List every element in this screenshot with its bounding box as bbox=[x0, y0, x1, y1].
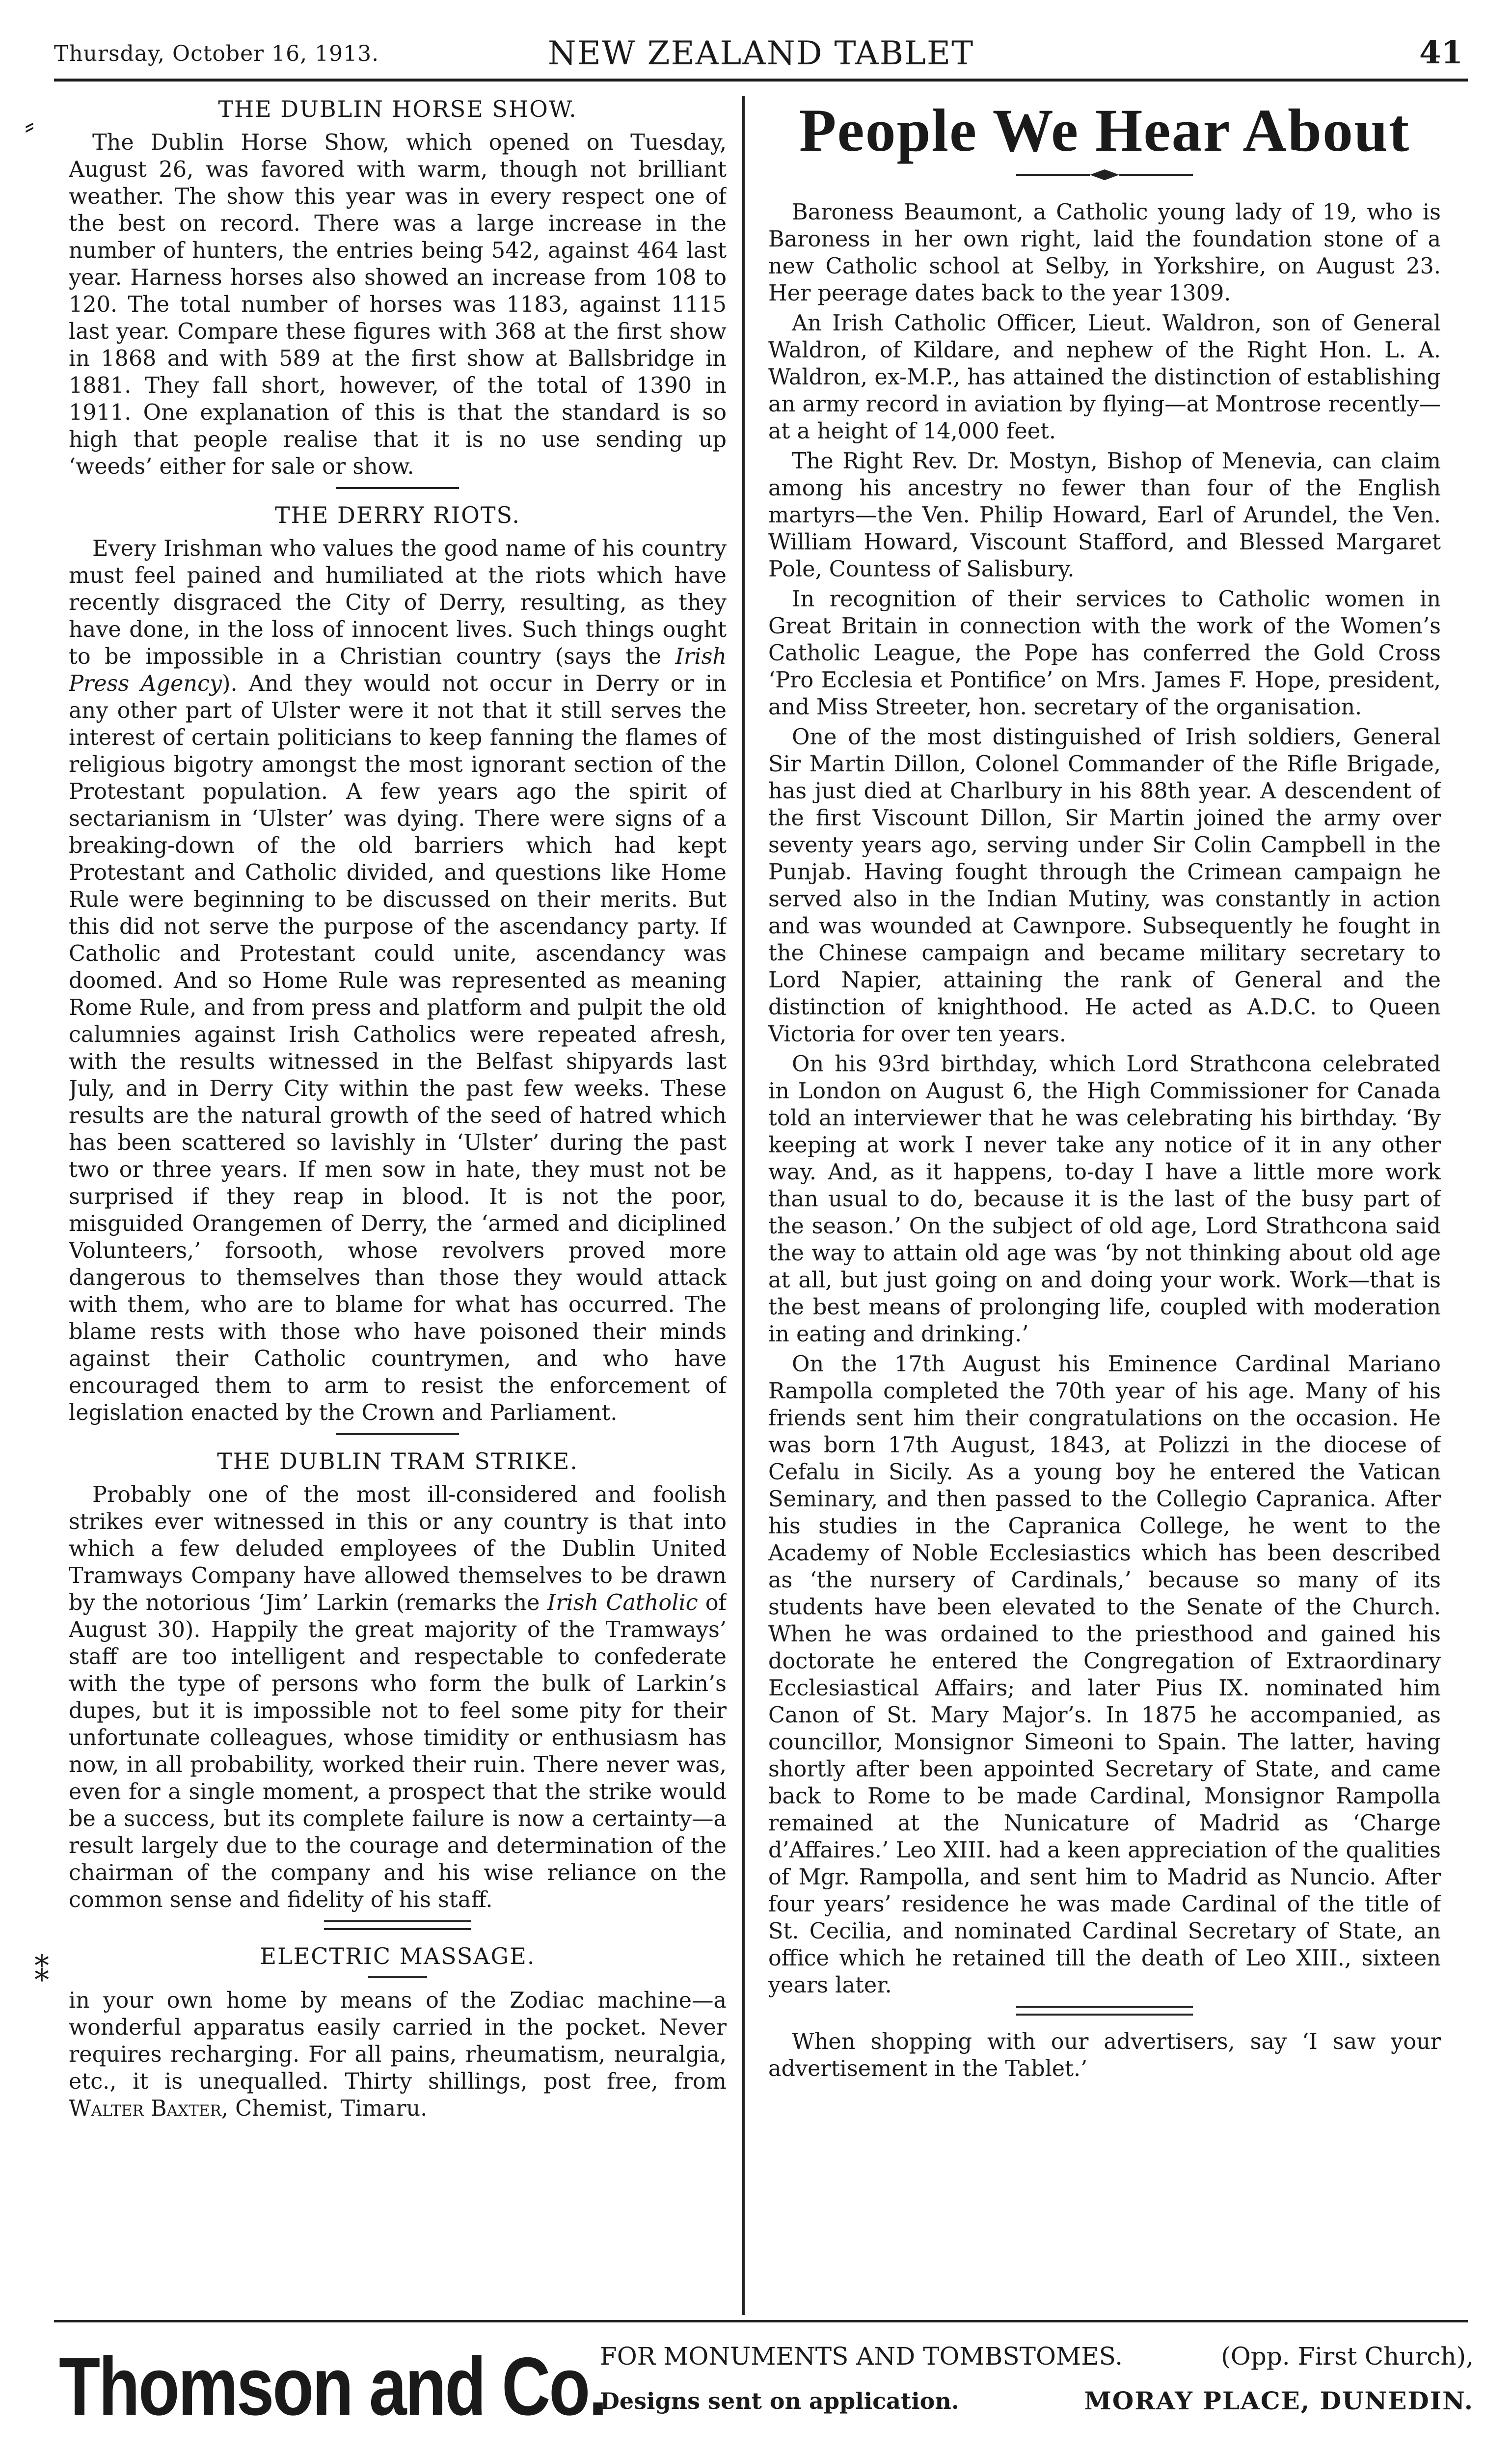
advertisement-designs: Designs sent on application. bbox=[600, 2388, 959, 2414]
paragraph-lieut-waldron: An Irish Catholic Officer, Lieut. Waldron, son of General Waldron, of Kildare, and nephew of the Right Hon. L. A. Waldron, ex-M.P., has attained the distinction of establishing an army record in aviation by flying—at Montrose recently—at a height of 14,000 feet. bbox=[768, 311, 1441, 444]
horse-show-body: The Dublin Horse Show, which opened on Tuesday, August 26, was favored with warm, though not brilliant weather. The show this year was in every respect one of the best on record. There was a large increase in the number of hunters, the entries being 542, against 464 last year. Harness horses also showed an increase from 108 to 120. The total number of horses was 1183, against 1115 last year. Compare these figures with 368 at the first show in 1868 and with 589 at the first show at Ballsbridge in 1881. They fall short, however, of the total of 1390 in 1911. One explanation of this is that the standard is so high that people realise that it is no use sending up ‘weeds’ either for sale or show. bbox=[69, 130, 727, 479]
people-we-hear-about-title: People We Hear About bbox=[799, 97, 1410, 164]
advertisement-landmark: (Opp. First Church), bbox=[1221, 2342, 1474, 2371]
page-header bbox=[54, 34, 1468, 82]
advertisement-address: MORAY PLACE, DUNEDIN. bbox=[1084, 2386, 1474, 2415]
advertisement-service: FOR MONUMENTS AND TOMBSTOMES. bbox=[600, 2342, 1123, 2371]
issue-date: Thursday, October 16, 1913. bbox=[54, 41, 379, 66]
left-column bbox=[69, 96, 727, 2310]
source-irish-press-agency: Irish Press Agency bbox=[69, 644, 727, 696]
advertiser-name: Thomson and Co. bbox=[59, 2340, 606, 2432]
footer-rule bbox=[54, 2320, 1468, 2322]
electric-massage-title: ELECTRIC MASSAGE. bbox=[260, 1943, 536, 1969]
horse-show-title: THE DUBLIN HORSE SHOW. bbox=[218, 96, 577, 122]
right-column bbox=[768, 96, 1441, 2310]
column-divider bbox=[742, 96, 745, 2315]
section-rule bbox=[368, 1976, 427, 1978]
advertisement-line-1 bbox=[600, 2342, 1474, 2371]
tram-strike-title: THE DUBLIN TRAM STRIKE. bbox=[217, 1448, 578, 1474]
paragraph-cardinal-rampolla: On the 17th August his Eminence Cardinal Mariano Rampolla completed the 70th year of his age. Many of his friends sent him their congratulations on the occasion. He was born 17th August, 1843, at Polizzi in the diocese of Cefalu in Sicily. As a young boy he entered the Vatican Seminary, and then passed to the Collegio Capranica. After his studies in the Capranica College, he went to the Academy of Noble Ecclesiastics which has been described as ‘the nursery of Cardinals,’ because so many of its students have been elevated to the Senate of the Church. When he was ordained to the priesthood and gained his doctorate he entered the Congregation of Extraordinary Ecclesiastical Affairs; and later Pius IX. nominated him Canon of St. Mary Major’s. In 1875 he accompanied, as councillor, Monsignor Simeoni to Spain. The latter, having shortly after been appointed Secretary of State, and came back to Rome to be made Cardinal, Monsignor Rampolla remained at the Nunicature of Madrid as ‘Charge d’Affaires.’ Leo XIII. had a keen appreciation of the qualities of Mgr. Rampolla, and sent him to Madrid as Nuncio. After four years’ residence he was made Cardinal of the title of St. Cecilia, and nominated Cardinal Secretary of State, an office which he retained till the death of Leo XIII., sixteen years later. bbox=[768, 1352, 1441, 1998]
section-rule bbox=[336, 487, 459, 489]
advertiser-notice: When shopping with our advertisers, say ‘I saw your advertisement in the Tablet.’ bbox=[768, 2029, 1441, 2081]
derry-riots-title: THE DERRY RIOTS. bbox=[275, 502, 520, 528]
paragraph-baroness-beaumont: Baroness Beaumont, a Catholic young lady of 19, who is Baroness in her own right, laid the foundation stone of a new Catholic school at Selby, in Yorkshire, on August 23. Her peerage dates back to the year 1309. bbox=[768, 200, 1441, 306]
advertisement-line-2 bbox=[600, 2386, 1474, 2415]
section-rule bbox=[324, 1920, 471, 1930]
section-rule bbox=[336, 1433, 459, 1435]
source-irish-catholic: Irish Catholic bbox=[547, 1590, 698, 1615]
page-number: 41 bbox=[1419, 34, 1463, 71]
paragraph-sir-martin-dillon: One of the most distinguished of Irish soldiers, General Sir Martin Dillon, Colonel Commander of the Rifle Brigade, has just died at Charlbury in his 88th year. A descendent of the first Viscount Dillon, Sir Martin joined the army over seventy years ago, serving under Sir Colin Campbell in the Punjab. Having fought through the Crimean campaign he served also in the Indian Mutiny, was constantly in action and was wounded at Cawnpore. Subsequently he fought in the Chinese campaign and became military secretary to Lord Napier, attaining the rank of General and the distinction of knighthood. He acted as A.D.C. to Queen Victoria for over ten years. bbox=[768, 725, 1441, 1047]
paragraph-catholic-league: In recognition of their services to Catholic women in Great Britain in connection with the work of the Women’s Catholic League, the Pope has conferred the Gold Cross ‘Pro Ecclesia et Pontifice’ on Mrs. James F. Hope, president, and Miss Streeter, hon. secretary of the organisation. bbox=[768, 587, 1441, 720]
margin-mark-icon: ⁑ bbox=[34, 1954, 49, 1989]
derry-riots-body: Every Irishman who values the good name of his country must feel pained and humiliated at the riots which have recently disgraced the City of Derry, resulting, as they have done, in the loss of innocent lives. Such things ought to be impossible in a Christian country (says the Irish Press Agency). And they would not occur in Derry or in any other part of Ulster were it not that it still serves the interest of certain politicians to keep fanning the flames of religious bigotry amongst the most ignorant section of the Protestant population. A few years ago the spirit of sectarianism in ‘Ulster’ was dying. There were signs of a breaking-down of the old barriers which had kept Protestant and Catholic divided, and questions like Home Rule were beginning to be discussed on their merits. But this did not serve the purpose of the ascendancy party. If Catholic and Protestant could unite, ascendancy was doomed. And so Home Rule was represented as meaning Rome Rule, and from press and platform and pulpit the old calumnies against Irish Catholics were repeated afresh, with the results witnessed in the Belfast shipyards last July, and in Derry City within the past few weeks. These results are the natural growth of the seed of hatred which has been scattered so lavishly in ‘Ulster’ during the past two or three years. If men sow in hate, they must not be surprised if they reap in blood. It is not the poor, misguided Orangemen of Derry, the ‘armed and diciplined Volunteers,’ forsooth, whose revolvers proved more dangerous to themselves than those they would attack with them, who are to blame for what has occurred. The blame rests with those who have poisoned their minds against their Catholic countrymen, and who have encouraged them to arm to resist the enforcement of legislation enacted by the Crown and Parliament. bbox=[69, 536, 727, 1425]
tram-strike-body: Probably one of the most ill-considered and foolish strikes ever witnessed in this or any country is that into which a few deluded employees of the Dublin United Tramways Company have allowed themselves to be drawn by the notorious ‘Jim’ Larkin (remarks the Irish Catholic of August 30). Happily the great majority of the Tramways’ staff are too intelligent and respectable to confederate with the type of persons who form the bulk of Larkin’s dupes, but it is impossible not to feel some pity for their unfortunate colleagues, whose timidity or enthusiasm has now, in all probability, worked their ruin. There never was, even for a single moment, a prospect that the strike would be a success, but its complete failure is now a certainty—a result largely due to the courage and determination of the chairman of the company and his wise reliance on the common sense and fidelity of his staff. bbox=[69, 1482, 727, 1912]
paragraph-lord-strathcona: On his 93rd birthday, which Lord Strathcona celebrated in London on August 6, the High Commissioner for Canada told an interviewer that he was celebrating his birthday. ‘By keeping at work I never take any notice of it in any other way. And, as it happens, to-day I have a little more work than usual to do, because it is the last of the busy part of the season.’ On the subject of old age, Lord Strathcona said the way to attain old age was ‘by not thinking about old age at all, but just going on and doing your work. Work—that is the best means of prolonging life, coupled with moderation in eating and drinking.’ bbox=[768, 1052, 1441, 1347]
masthead-title: NEW ZEALAND TABLET bbox=[547, 34, 974, 72]
ornament-rule-icon bbox=[768, 168, 1441, 181]
chemist-name: Walter Baxter bbox=[69, 2096, 221, 2121]
electric-massage-body: in your own home by means of the Zodiac machine—a wonderful apparatus easily carried in the pocket. Never requires recharging. For all pains, rheumatism, neuralgia, etc., it is unequalled. Thirty shillings, post free, from Walter Baxter, Chemist, Timaru. bbox=[69, 1988, 727, 2121]
paragraph-bishop-mostyn: The Right Rev. Dr. Mostyn, Bishop of Menevia, can claim among his ancestry no fewer than four of the English martyrs—the Ven. Philip Howard, Earl of Arundel, the Ven. William Howard, Viscount Stafford, and Blessed Margaret Pole, Countess of Salisbury. bbox=[768, 449, 1441, 582]
section-rule bbox=[1016, 2006, 1193, 2016]
margin-mark-icon: ⸗ bbox=[25, 108, 34, 142]
